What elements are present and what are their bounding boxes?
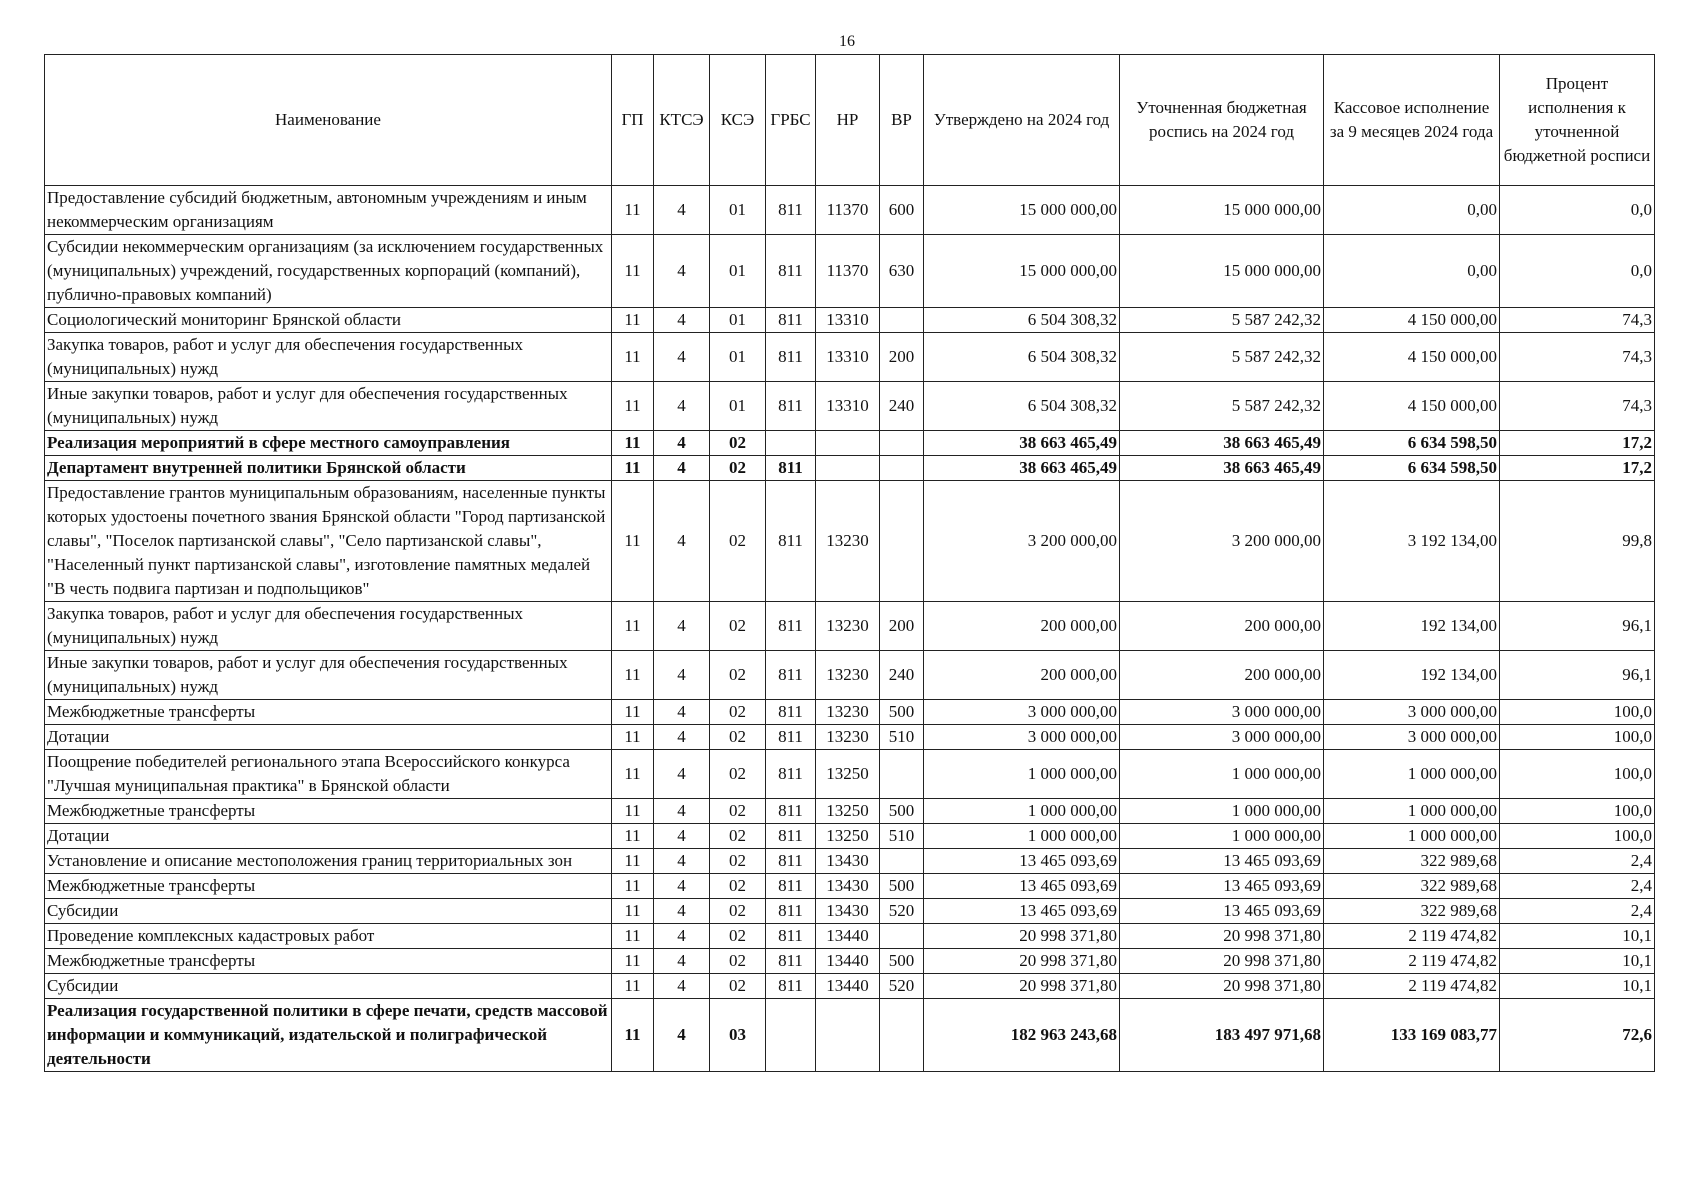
cell-approved: 20 998 371,80 <box>924 949 1120 974</box>
cell-revised: 13 465 093,69 <box>1120 874 1324 899</box>
cell-vr: 630 <box>880 235 924 308</box>
table-row <box>45 456 1655 481</box>
cell-percent: 96,1 <box>1500 651 1655 700</box>
cell-gp: 11 <box>612 333 654 382</box>
cell-revised: 5 587 242,32 <box>1120 333 1324 382</box>
cell-percent: 10,1 <box>1500 974 1655 999</box>
cell-gp: 11 <box>612 651 654 700</box>
cell-revised: 3 000 000,00 <box>1120 700 1324 725</box>
cell-revised: 3 200 000,00 <box>1120 481 1324 602</box>
cell-percent: 2,4 <box>1500 849 1655 874</box>
cell-grbs: 811 <box>766 725 816 750</box>
cell-grbs: 811 <box>766 186 816 235</box>
cell-name: Закупка товаров, работ и услуг для обеспечения государственных (муниципальных) нужд <box>45 333 612 382</box>
cell-nr: 13430 <box>816 899 880 924</box>
cell-percent: 96,1 <box>1500 602 1655 651</box>
cell-gp: 11 <box>612 431 654 456</box>
table-row <box>45 651 1655 700</box>
cell-grbs <box>766 431 816 456</box>
cell-grbs: 811 <box>766 849 816 874</box>
cell-vr: 600 <box>880 186 924 235</box>
table-row <box>45 700 1655 725</box>
cell-approved: 38 663 465,49 <box>924 456 1120 481</box>
cell-name: Департамент внутренней политики Брянской области <box>45 456 612 481</box>
table-row <box>45 602 1655 651</box>
cell-cash: 3 192 134,00 <box>1324 481 1500 602</box>
cell-nr <box>816 456 880 481</box>
cell-revised: 38 663 465,49 <box>1120 431 1324 456</box>
cell-revised: 38 663 465,49 <box>1120 456 1324 481</box>
cell-approved: 6 504 308,32 <box>924 308 1120 333</box>
cell-ktse: 4 <box>654 999 710 1072</box>
cell-percent: 0,0 <box>1500 186 1655 235</box>
cell-cash: 4 150 000,00 <box>1324 382 1500 431</box>
cell-cash: 1 000 000,00 <box>1324 750 1500 799</box>
budget-table <box>44 54 1655 1072</box>
table-row <box>45 308 1655 333</box>
cell-approved: 200 000,00 <box>924 602 1120 651</box>
cell-kse: 02 <box>710 602 766 651</box>
cell-revised: 5 587 242,32 <box>1120 308 1324 333</box>
cell-gp: 11 <box>612 186 654 235</box>
cell-revised: 1 000 000,00 <box>1120 750 1324 799</box>
cell-kse: 02 <box>710 456 766 481</box>
cell-gp: 11 <box>612 725 654 750</box>
cell-cash: 192 134,00 <box>1324 602 1500 651</box>
cell-cash: 4 150 000,00 <box>1324 333 1500 382</box>
cell-vr: 200 <box>880 602 924 651</box>
cell-vr <box>880 999 924 1072</box>
cell-name: Межбюджетные трансферты <box>45 700 612 725</box>
cell-gp: 11 <box>612 382 654 431</box>
col-header-nr: НР <box>816 55 880 186</box>
cell-gp: 11 <box>612 700 654 725</box>
page-number: 16 <box>839 33 855 50</box>
cell-vr: 500 <box>880 949 924 974</box>
cell-gp: 11 <box>612 750 654 799</box>
cell-kse: 03 <box>710 999 766 1072</box>
cell-name: Предоставление субсидий бюджетным, автономным учреждениям и иным некоммерческим организациям <box>45 186 612 235</box>
cell-grbs: 811 <box>766 333 816 382</box>
cell-vr: 500 <box>880 799 924 824</box>
cell-nr <box>816 431 880 456</box>
cell-ktse: 4 <box>654 308 710 333</box>
cell-vr <box>880 924 924 949</box>
cell-name: Предоставление грантов муниципальным образованиям, населенные пункты которых удостоены почетного звания Брянской области "Город партизанской славы", "Поселок партизанской славы", "Село партизанской славы", "Населенный пункт партизанской славы", изготовление памятных медалей "В честь подвига партизан и подпольщиков" <box>45 481 612 602</box>
table-row <box>45 750 1655 799</box>
table-row <box>45 186 1655 235</box>
cell-ktse: 4 <box>654 602 710 651</box>
col-header-name: Наименование <box>45 55 612 186</box>
cell-ktse: 4 <box>654 382 710 431</box>
cell-gp: 11 <box>612 481 654 602</box>
cell-approved: 20 998 371,80 <box>924 924 1120 949</box>
cell-gp: 11 <box>612 456 654 481</box>
cell-percent: 100,0 <box>1500 725 1655 750</box>
cell-grbs: 811 <box>766 308 816 333</box>
cell-revised: 15 000 000,00 <box>1120 235 1324 308</box>
cell-kse: 02 <box>710 651 766 700</box>
cell-grbs: 811 <box>766 651 816 700</box>
cell-grbs: 811 <box>766 382 816 431</box>
cell-cash: 322 989,68 <box>1324 874 1500 899</box>
cell-gp: 11 <box>612 235 654 308</box>
cell-name: Межбюджетные трансферты <box>45 949 612 974</box>
cell-name: Субсидии <box>45 899 612 924</box>
cell-cash: 4 150 000,00 <box>1324 308 1500 333</box>
cell-percent: 2,4 <box>1500 899 1655 924</box>
cell-name: Межбюджетные трансферты <box>45 799 612 824</box>
cell-ktse: 4 <box>654 333 710 382</box>
cell-approved: 3 200 000,00 <box>924 481 1120 602</box>
cell-ktse: 4 <box>654 974 710 999</box>
cell-kse: 01 <box>710 382 766 431</box>
cell-vr <box>880 431 924 456</box>
cell-name: Субсидии некоммерческим организациям (за исключением государственных (муниципальных) учреждений, государственных корпораций (компаний), публично-правовых компаний) <box>45 235 612 308</box>
cell-approved: 3 000 000,00 <box>924 700 1120 725</box>
cell-nr: 13230 <box>816 651 880 700</box>
cell-percent: 72,6 <box>1500 999 1655 1072</box>
cell-percent: 17,2 <box>1500 456 1655 481</box>
cell-name: Проведение комплексных кадастровых работ <box>45 924 612 949</box>
table-row <box>45 924 1655 949</box>
cell-name: Поощрение победителей регионального этапа Всероссийского конкурса "Лучшая муниципальная практика" в Брянской области <box>45 750 612 799</box>
cell-grbs: 811 <box>766 924 816 949</box>
cell-kse: 02 <box>710 725 766 750</box>
cell-ktse: 4 <box>654 949 710 974</box>
cell-approved: 13 465 093,69 <box>924 849 1120 874</box>
cell-nr: 13250 <box>816 799 880 824</box>
cell-grbs <box>766 999 816 1072</box>
cell-cash: 2 119 474,82 <box>1324 949 1500 974</box>
cell-kse: 02 <box>710 899 766 924</box>
cell-nr: 13250 <box>816 824 880 849</box>
cell-kse: 01 <box>710 333 766 382</box>
col-header-vr: ВР <box>880 55 924 186</box>
cell-ktse: 4 <box>654 849 710 874</box>
cell-cash: 3 000 000,00 <box>1324 700 1500 725</box>
cell-kse: 02 <box>710 974 766 999</box>
cell-vr <box>880 481 924 602</box>
cell-grbs: 811 <box>766 481 816 602</box>
table-row <box>45 382 1655 431</box>
cell-gp: 11 <box>612 874 654 899</box>
cell-vr <box>880 849 924 874</box>
cell-gp: 11 <box>612 999 654 1072</box>
cell-cash: 322 989,68 <box>1324 849 1500 874</box>
cell-gp: 11 <box>612 949 654 974</box>
cell-ktse: 4 <box>654 651 710 700</box>
cell-vr: 500 <box>880 700 924 725</box>
cell-approved: 1 000 000,00 <box>924 799 1120 824</box>
cell-ktse: 4 <box>654 186 710 235</box>
cell-approved: 13 465 093,69 <box>924 874 1120 899</box>
cell-vr: 240 <box>880 651 924 700</box>
cell-percent: 0,0 <box>1500 235 1655 308</box>
cell-kse: 02 <box>710 849 766 874</box>
cell-percent: 99,8 <box>1500 481 1655 602</box>
cell-approved: 200 000,00 <box>924 651 1120 700</box>
cell-name: Реализация государственной политики в сфере печати, средств массовой информации и коммуникаций, издательской и полиграфической деятельности <box>45 999 612 1072</box>
cell-approved: 20 998 371,80 <box>924 974 1120 999</box>
cell-gp: 11 <box>612 799 654 824</box>
cell-grbs: 811 <box>766 874 816 899</box>
cell-percent: 100,0 <box>1500 750 1655 799</box>
cell-ktse: 4 <box>654 924 710 949</box>
cell-nr: 13440 <box>816 949 880 974</box>
cell-percent: 10,1 <box>1500 924 1655 949</box>
cell-cash: 1 000 000,00 <box>1324 824 1500 849</box>
cell-grbs: 811 <box>766 602 816 651</box>
cell-nr: 13310 <box>816 333 880 382</box>
cell-cash: 1 000 000,00 <box>1324 799 1500 824</box>
table-row <box>45 799 1655 824</box>
cell-cash: 2 119 474,82 <box>1324 974 1500 999</box>
table-row <box>45 874 1655 899</box>
cell-name: Закупка товаров, работ и услуг для обеспечения государственных (муниципальных) нужд <box>45 602 612 651</box>
cell-name: Иные закупки товаров, работ и услуг для обеспечения государственных (муниципальных) нужд <box>45 382 612 431</box>
cell-kse: 02 <box>710 481 766 602</box>
table-row <box>45 899 1655 924</box>
cell-cash: 6 634 598,50 <box>1324 456 1500 481</box>
col-header-revised: Уточненная бюджетная роспись на 2024 год <box>1120 55 1324 186</box>
cell-revised: 200 000,00 <box>1120 651 1324 700</box>
table-row <box>45 725 1655 750</box>
cell-revised: 15 000 000,00 <box>1120 186 1324 235</box>
cell-grbs: 811 <box>766 456 816 481</box>
cell-nr: 13230 <box>816 602 880 651</box>
cell-nr: 11370 <box>816 235 880 308</box>
table-row <box>45 824 1655 849</box>
cell-gp: 11 <box>612 602 654 651</box>
cell-nr: 13250 <box>816 750 880 799</box>
cell-percent: 100,0 <box>1500 700 1655 725</box>
cell-grbs: 811 <box>766 899 816 924</box>
cell-name: Дотации <box>45 824 612 849</box>
cell-cash: 3 000 000,00 <box>1324 725 1500 750</box>
cell-vr <box>880 456 924 481</box>
table-row <box>45 431 1655 456</box>
cell-name: Иные закупки товаров, работ и услуг для обеспечения государственных (муниципальных) нужд <box>45 651 612 700</box>
cell-kse: 02 <box>710 949 766 974</box>
cell-nr <box>816 999 880 1072</box>
cell-gp: 11 <box>612 308 654 333</box>
table-row <box>45 235 1655 308</box>
cell-vr: 200 <box>880 333 924 382</box>
cell-cash: 133 169 083,77 <box>1324 999 1500 1072</box>
cell-percent: 2,4 <box>1500 874 1655 899</box>
cell-approved: 182 963 243,68 <box>924 999 1120 1072</box>
cell-revised: 1 000 000,00 <box>1120 799 1324 824</box>
col-header-approved: Утверждено на 2024 год <box>924 55 1120 186</box>
cell-cash: 2 119 474,82 <box>1324 924 1500 949</box>
cell-cash: 192 134,00 <box>1324 651 1500 700</box>
col-header-kse: КСЭ <box>710 55 766 186</box>
cell-cash: 6 634 598,50 <box>1324 431 1500 456</box>
cell-percent: 17,2 <box>1500 431 1655 456</box>
cell-name: Межбюджетные трансферты <box>45 874 612 899</box>
cell-grbs: 811 <box>766 700 816 725</box>
cell-approved: 1 000 000,00 <box>924 824 1120 849</box>
cell-percent: 100,0 <box>1500 824 1655 849</box>
table-row <box>45 974 1655 999</box>
cell-cash: 322 989,68 <box>1324 899 1500 924</box>
cell-percent: 74,3 <box>1500 333 1655 382</box>
col-header-percent: Процент исполнения к уточненной бюджетной росписи <box>1500 55 1655 186</box>
cell-revised: 5 587 242,32 <box>1120 382 1324 431</box>
table-row <box>45 849 1655 874</box>
cell-vr: 510 <box>880 725 924 750</box>
cell-cash: 0,00 <box>1324 186 1500 235</box>
cell-revised: 20 998 371,80 <box>1120 924 1324 949</box>
cell-approved: 15 000 000,00 <box>924 235 1120 308</box>
cell-ktse: 4 <box>654 456 710 481</box>
cell-kse: 02 <box>710 824 766 849</box>
cell-percent: 100,0 <box>1500 799 1655 824</box>
cell-nr: 13430 <box>816 849 880 874</box>
cell-kse: 02 <box>710 799 766 824</box>
cell-nr: 13430 <box>816 874 880 899</box>
cell-approved: 15 000 000,00 <box>924 186 1120 235</box>
cell-revised: 13 465 093,69 <box>1120 899 1324 924</box>
col-header-cash: Кассовое исполнение за 9 месяцев 2024 года <box>1324 55 1500 186</box>
cell-nr: 13310 <box>816 308 880 333</box>
cell-nr: 13440 <box>816 924 880 949</box>
cell-approved: 13 465 093,69 <box>924 899 1120 924</box>
cell-revised: 20 998 371,80 <box>1120 949 1324 974</box>
cell-nr: 13230 <box>816 725 880 750</box>
cell-cash: 0,00 <box>1324 235 1500 308</box>
cell-revised: 200 000,00 <box>1120 602 1324 651</box>
cell-kse: 02 <box>710 750 766 799</box>
cell-nr: 13230 <box>816 481 880 602</box>
cell-approved: 3 000 000,00 <box>924 725 1120 750</box>
table-row <box>45 949 1655 974</box>
cell-vr: 520 <box>880 899 924 924</box>
cell-vr: 520 <box>880 974 924 999</box>
cell-ktse: 4 <box>654 431 710 456</box>
cell-nr: 13230 <box>816 700 880 725</box>
cell-vr <box>880 750 924 799</box>
table-header-row <box>45 55 1655 186</box>
cell-ktse: 4 <box>654 899 710 924</box>
cell-gp: 11 <box>612 824 654 849</box>
cell-name: Дотации <box>45 725 612 750</box>
cell-grbs: 811 <box>766 750 816 799</box>
cell-nr: 13440 <box>816 974 880 999</box>
table-row <box>45 333 1655 382</box>
cell-ktse: 4 <box>654 700 710 725</box>
cell-kse: 01 <box>710 186 766 235</box>
cell-revised: 183 497 971,68 <box>1120 999 1324 1072</box>
cell-grbs: 811 <box>766 235 816 308</box>
cell-percent: 74,3 <box>1500 308 1655 333</box>
cell-vr: 510 <box>880 824 924 849</box>
col-header-gp: ГП <box>612 55 654 186</box>
cell-ktse: 4 <box>654 824 710 849</box>
cell-name: Реализация мероприятий в сфере местного самоуправления <box>45 431 612 456</box>
table-row <box>45 999 1655 1072</box>
col-header-ktse: КТСЭ <box>654 55 710 186</box>
cell-ktse: 4 <box>654 481 710 602</box>
cell-revised: 13 465 093,69 <box>1120 849 1324 874</box>
cell-ktse: 4 <box>654 235 710 308</box>
cell-approved: 6 504 308,32 <box>924 382 1120 431</box>
cell-kse: 02 <box>710 700 766 725</box>
col-header-grbs: ГРБС <box>766 55 816 186</box>
cell-grbs: 811 <box>766 949 816 974</box>
cell-ktse: 4 <box>654 725 710 750</box>
cell-ktse: 4 <box>654 799 710 824</box>
cell-kse: 02 <box>710 431 766 456</box>
cell-name: Социологический мониторинг Брянской области <box>45 308 612 333</box>
cell-kse: 02 <box>710 874 766 899</box>
cell-vr <box>880 308 924 333</box>
cell-approved: 1 000 000,00 <box>924 750 1120 799</box>
cell-approved: 38 663 465,49 <box>924 431 1120 456</box>
cell-gp: 11 <box>612 974 654 999</box>
cell-vr: 240 <box>880 382 924 431</box>
cell-name: Установление и описание местоположения границ территориальных зон <box>45 849 612 874</box>
cell-revised: 20 998 371,80 <box>1120 974 1324 999</box>
cell-grbs: 811 <box>766 824 816 849</box>
cell-gp: 11 <box>612 849 654 874</box>
cell-vr: 500 <box>880 874 924 899</box>
cell-grbs: 811 <box>766 974 816 999</box>
cell-kse: 01 <box>710 308 766 333</box>
cell-approved: 6 504 308,32 <box>924 333 1120 382</box>
cell-gp: 11 <box>612 899 654 924</box>
cell-nr: 11370 <box>816 186 880 235</box>
cell-revised: 3 000 000,00 <box>1120 725 1324 750</box>
cell-grbs: 811 <box>766 799 816 824</box>
cell-kse: 02 <box>710 924 766 949</box>
cell-name: Субсидии <box>45 974 612 999</box>
cell-ktse: 4 <box>654 874 710 899</box>
cell-revised: 1 000 000,00 <box>1120 824 1324 849</box>
cell-percent: 74,3 <box>1500 382 1655 431</box>
cell-kse: 01 <box>710 235 766 308</box>
cell-percent: 10,1 <box>1500 949 1655 974</box>
cell-nr: 13310 <box>816 382 880 431</box>
cell-gp: 11 <box>612 924 654 949</box>
table-row <box>45 481 1655 602</box>
cell-ktse: 4 <box>654 750 710 799</box>
